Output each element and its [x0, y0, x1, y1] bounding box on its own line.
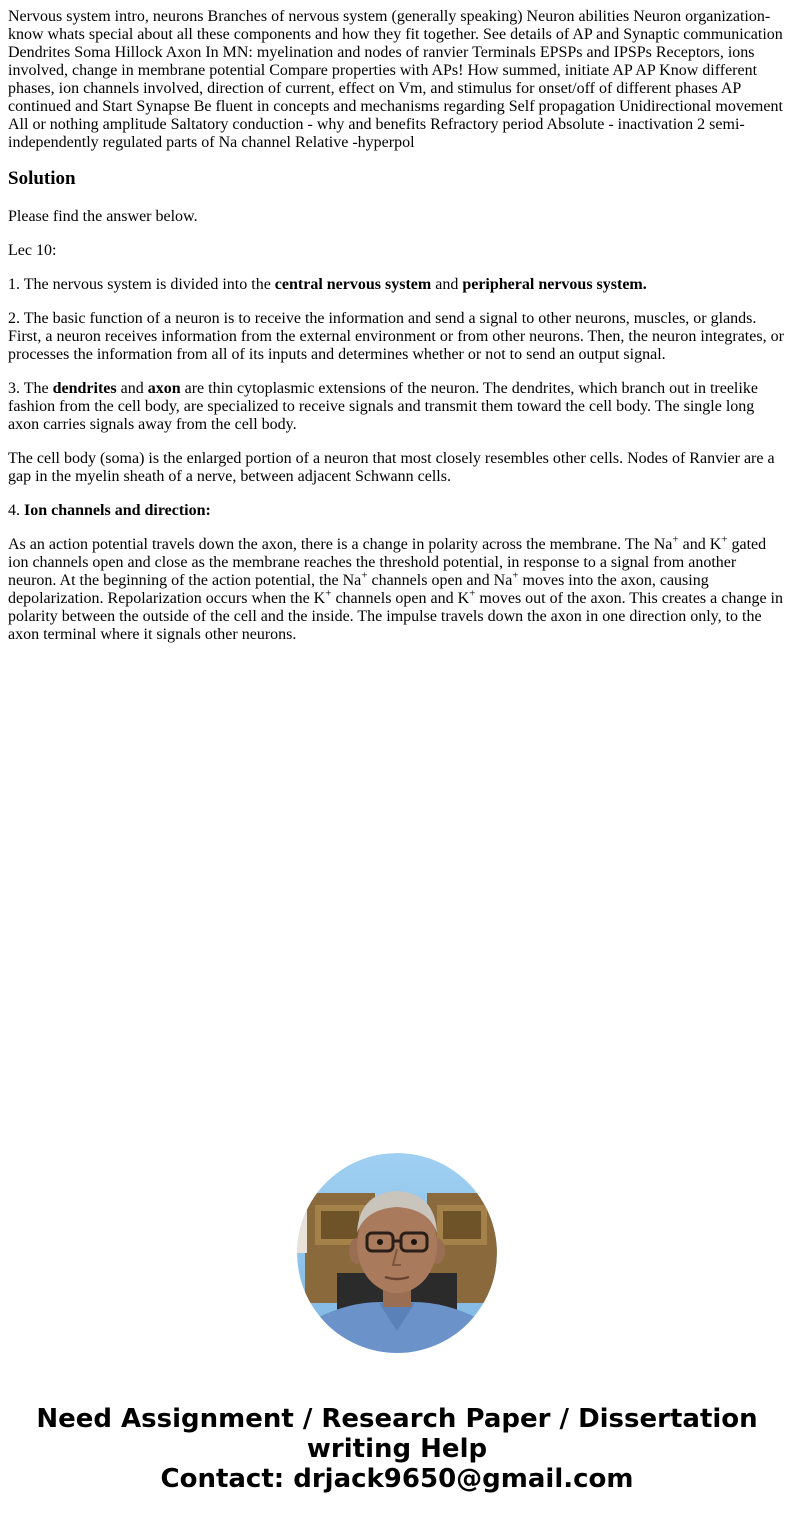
question-text: Nervous system intro, neurons Branches of nervous system (generally speaking) Neuron abilities Neuron organization- know whats special about all these components and how they fit together. See details of AP and Synaptic communication Dendrites Soma Hillock Axon In MN: myelination and nodes of ranvier Terminals EPSPs and IPSPs Receptors, ions involved, change in membrane potential Compare properties with APs! How summed, initiate AP AP Know different phases, ion channels involved, direction of current, effect on Vm, and stimulus for onset/off of different phases AP continued and Start Synapse Be fluent in concepts and mechanisms regarding Self propagation Unidirectional movement All or nothing amplitude Saltatory conduction - why and benefits Refractory period Absolute - inactivation 2 semi-independently regulated parts of Na channel Relative -hyperpol	[8, 8, 783, 151]
solution-heading: Solution	[8, 168, 76, 189]
answer-paragraph-3: 3. The dendrites and axon are thin cytoplasmic extensions of the neuron. The dendrites, which branch out in treelike fashion from the cell body, are specialized to receive signals and transmit them toward the cell body. The single long axon carries signals away from the cell body.	[8, 380, 758, 433]
footer-contact: Contact: drjack9650@gmail.com	[160, 1464, 634, 1494]
tutor-photo-icon	[297, 1153, 497, 1353]
answer-paragraph-ion-channels: As an action potential travels down the axon, there is a change in polarity across the membrane. The Na+ and K+ gated ion channels open and close as the membrane reaches the threshold potential, in response to a signal from another neuron. At the beginning of the action potential, the Na+ channels open and Na+ moves into the axon, causing depolarization. Repolarization occurs when the K+ channels open and K+ moves out of the axon. This creates a change in polarity between the outside of the cell and the inside. The impulse travels down the axon in one direction only, to the axon terminal where it signals other neurons.	[8, 533, 783, 643]
footer-banner	[0, 1404, 794, 1494]
answer-paragraph-1: 1. The nervous system is divided into the central nervous system and peripheral nervous system.	[8, 276, 647, 293]
solution-intro: Please find the answer below.	[8, 208, 198, 225]
ion-channels-heading: Ion channels and direction:	[24, 502, 211, 519]
answer-paragraph-4-heading: 4. Ion channels and direction:	[8, 502, 211, 519]
term-dendrites: dendrites	[52, 380, 117, 397]
term-cns: central nervous system	[274, 276, 432, 293]
term-axon: axon	[147, 380, 181, 397]
answer-paragraph-2: 2. The basic function of a neuron is to receive the information and send a signal to other neurons, muscles, or glands. First, a neuron receives information from the external environment or from other neurons. Then, the neuron integrates, or processes the information from all of its inputs and determines whether or not to send an output signal.	[8, 310, 784, 363]
lecture-label: Lec 10:	[8, 242, 57, 259]
footer-line-1: Need Assignment / Research Paper / Dissertation	[36, 1404, 758, 1434]
document-body	[0, 0, 794, 644]
answer-paragraph-soma: The cell body (soma) is the enlarged portion of a neuron that most closely resembles other cells. Nodes of Ranvier are a gap in the myelin sheath of a nerve, between adjacent Schwann cells.	[8, 450, 775, 485]
term-pns: peripheral nervous system.	[462, 276, 647, 293]
footer-line-2: writing Help	[306, 1434, 488, 1464]
tutor-avatar	[297, 1153, 497, 1353]
